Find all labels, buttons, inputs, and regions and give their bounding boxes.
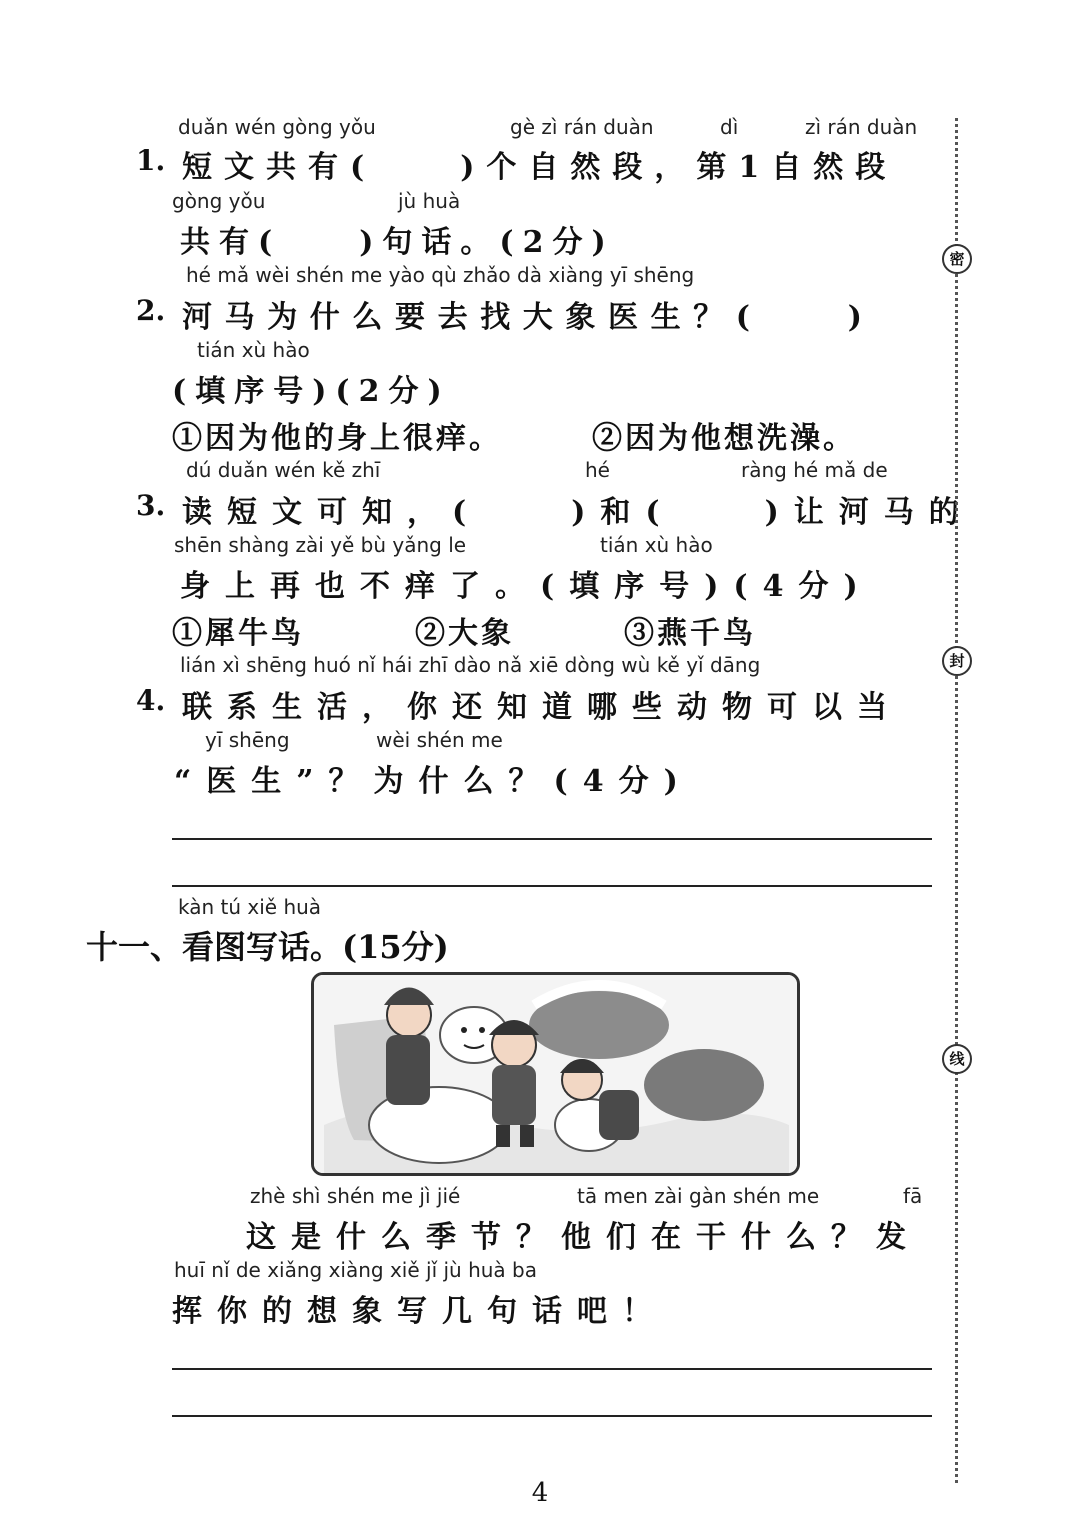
q3-number: 3.: [136, 489, 166, 522]
section11-line-2: 挥你的想象写几句话吧！: [172, 1294, 667, 1329]
q3-option-2: ②大象: [415, 616, 514, 651]
seal-mi: 密: [942, 244, 972, 274]
page-number: 4: [531, 1478, 549, 1508]
section11-title: 十一、看图写话。(15分): [86, 928, 449, 966]
writing-line-2[interactable]: [172, 1415, 932, 1417]
q2-line-2: (填序号)(2分): [172, 374, 451, 409]
q2-option-2: ②因为他想洗澡。: [592, 421, 856, 456]
binding-dotted-line: [955, 118, 958, 1483]
q3-pinyin-2b: tián xù hào: [600, 533, 713, 557]
q1-pinyin-2a: gòng yǒu: [172, 189, 266, 213]
q1-pinyin-1d: zì rán duàn: [805, 115, 918, 139]
q4-line-2: “医生”？为什么？(4分): [174, 764, 693, 799]
q1-line-1: 短文共有( )个自然段，第1自然段: [182, 150, 898, 185]
section11-pinyin-1b: tā men zài gàn shén me: [577, 1184, 820, 1208]
children-snowman-drawing: [314, 975, 797, 1173]
answer-line-2[interactable]: [172, 885, 932, 887]
q3-option-1: ①犀牛鸟: [172, 616, 304, 651]
q3-pinyin-2a: shēn shàng zài yě bù yǎng le: [174, 533, 467, 557]
q2-option-1: ①因为他的身上很痒。: [172, 421, 502, 456]
q2-pinyin-1: hé mǎ wèi shén me yào qù zhǎo dà xiàng yī shēng: [186, 263, 695, 287]
q4-pinyin-2b: wèi shén me: [376, 728, 503, 752]
q2-line-1: 河马为什么要去找大象医生？( ): [182, 300, 875, 335]
answer-line-1[interactable]: [172, 838, 932, 840]
q3-pinyin-1c: ràng hé mǎ de: [741, 458, 888, 482]
q4-number: 4.: [136, 684, 166, 717]
q1-line-2: 共有( )句话。(2分): [180, 225, 615, 260]
q3-pinyin-1a: dú duǎn wén kě zhī: [186, 458, 381, 482]
q3-pinyin-1b: hé: [585, 458, 610, 482]
q1-pinyin-1b: gè zì rán duàn: [510, 115, 654, 139]
q3-option-3: ③燕千鸟: [624, 616, 756, 651]
q2-pinyin-2: tián xù hào: [197, 338, 310, 362]
q4-pinyin-1: lián xì shēng huó nǐ hái zhī dào nǎ xiē dòng wù kě yǐ dāng: [180, 653, 761, 677]
section11-pinyin-2: huī nǐ de xiǎng xiàng xiě jǐ jù huà ba: [174, 1258, 537, 1282]
q3-line-2: 身上再也不痒了。(填序号)(4分): [180, 569, 873, 604]
section11-pinyin-1a: zhè shì shén me jì jié: [250, 1184, 461, 1208]
section11-pinyin-1c: fā: [903, 1184, 923, 1208]
q1-pinyin-2b: jù huà: [398, 189, 461, 213]
q1-pinyin-1c: dì: [720, 115, 739, 139]
writing-line-1[interactable]: [172, 1368, 932, 1370]
q1-number: 1.: [136, 144, 166, 177]
snow-play-illustration: [311, 972, 800, 1176]
q1-pinyin-1a: duǎn wén gòng yǒu: [178, 115, 376, 139]
q3-line-1: 读短文可知，( )和( )让河马的: [182, 495, 974, 530]
seal-feng: 封: [942, 646, 972, 676]
seal-xian: 线: [942, 1044, 972, 1074]
q4-pinyin-2a: yī shēng: [205, 728, 290, 752]
q4-line-1: 联系生活，你还知道哪些动物可以当: [182, 690, 902, 725]
section11-pinyin: kàn tú xiě huà: [178, 895, 322, 919]
q2-number: 2.: [136, 294, 166, 327]
section11-line-1: 这是什么季节？他们在干什么？发: [246, 1220, 921, 1255]
